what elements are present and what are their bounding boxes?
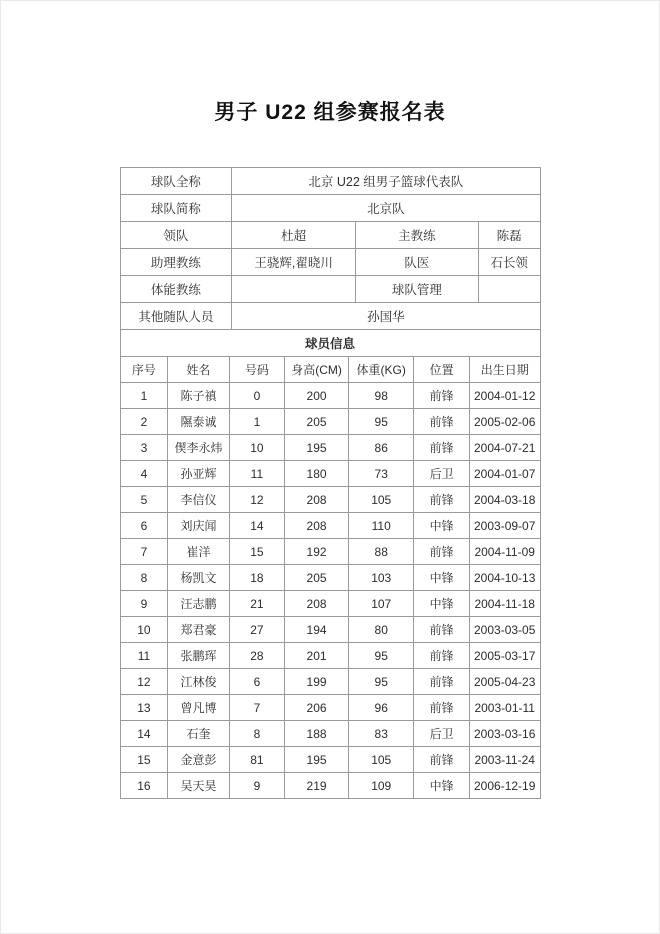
player-cell: 2003-11-24 [469, 747, 540, 773]
team-info-row [120, 330, 540, 357]
player-cell: 2005-02-06 [469, 409, 540, 435]
player-cell: 95 [348, 643, 414, 669]
player-cell: 汪志鹏 [168, 591, 229, 617]
player-cell: 219 [285, 773, 349, 799]
player-cell: 前锋 [414, 669, 469, 695]
player-cell: 7 [120, 539, 168, 565]
player-cell: 前锋 [414, 487, 469, 513]
player-cell: 2004-01-12 [469, 383, 540, 409]
player-cell: 195 [285, 435, 349, 461]
team-info-row [120, 303, 540, 330]
player-cell: 前锋 [414, 747, 469, 773]
player-cell: 崔洋 [168, 539, 229, 565]
player-cell: 10 [229, 435, 284, 461]
player-header-row [120, 357, 540, 383]
player-cell: 前锋 [414, 435, 469, 461]
player-cell: 80 [348, 617, 414, 643]
player-row [120, 643, 540, 669]
player-cell: 208 [285, 513, 349, 539]
player-cell: 83 [348, 721, 414, 747]
player-cell: 21 [229, 591, 284, 617]
player-cell: 88 [348, 539, 414, 565]
player-cell: 13 [120, 695, 168, 721]
player-cell: 199 [285, 669, 349, 695]
player-column-header: 姓名 [168, 357, 229, 383]
player-cell: 2003-03-16 [469, 721, 540, 747]
player-cell: 曾凡博 [168, 695, 229, 721]
player-column-header: 身高(CM) [285, 357, 349, 383]
player-row [120, 539, 540, 565]
player-cell: 后卫 [414, 721, 469, 747]
player-cell: 194 [285, 617, 349, 643]
team-info-cell: 球队简称 [120, 195, 232, 222]
player-cell: 4 [120, 461, 168, 487]
player-cell: 前锋 [414, 617, 469, 643]
player-cell: 107 [348, 591, 414, 617]
team-info-cell: 球队全称 [120, 168, 232, 195]
player-cell: 11 [229, 461, 284, 487]
player-cell: 8 [120, 565, 168, 591]
player-row [120, 773, 540, 799]
player-cell: 105 [348, 487, 414, 513]
player-table [120, 356, 541, 799]
player-cell: 15 [229, 539, 284, 565]
player-cell: 孙亚辉 [168, 461, 229, 487]
player-row [120, 591, 540, 617]
player-column-header: 号码 [229, 357, 284, 383]
player-cell: 205 [285, 409, 349, 435]
team-info-cell: 石长领 [478, 249, 540, 276]
team-info-cell: 杜超 [232, 222, 356, 249]
player-cell: 李信仪 [168, 487, 229, 513]
player-cell: 103 [348, 565, 414, 591]
player-row [120, 435, 540, 461]
player-cell: 2004-11-09 [469, 539, 540, 565]
player-table-head [120, 357, 540, 383]
player-row [120, 747, 540, 773]
player-column-header: 位置 [414, 357, 469, 383]
player-cell: 陈子禛 [168, 383, 229, 409]
player-cell: 95 [348, 409, 414, 435]
team-info-cell: 北京队 [232, 195, 540, 222]
player-cell: 95 [348, 669, 414, 695]
player-cell: 前锋 [414, 539, 469, 565]
player-cell: 中锋 [414, 565, 469, 591]
player-cell: 12 [229, 487, 284, 513]
player-row [120, 565, 540, 591]
player-cell: 后卫 [414, 461, 469, 487]
player-cell: 隰泰诚 [168, 409, 229, 435]
player-row [120, 617, 540, 643]
team-info-cell: 队医 [356, 249, 479, 276]
player-cell: 81 [229, 747, 284, 773]
player-cell: 2003-03-05 [469, 617, 540, 643]
player-cell: 3 [120, 435, 168, 461]
player-cell: 205 [285, 565, 349, 591]
player-row [120, 409, 540, 435]
team-info-cell: 助理教练 [120, 249, 232, 276]
player-cell: 73 [348, 461, 414, 487]
player-cell: 杨凯文 [168, 565, 229, 591]
team-info-cell: 北京 U22 组男子篮球代表队 [232, 168, 540, 195]
player-column-header: 序号 [120, 357, 168, 383]
player-cell: 195 [285, 747, 349, 773]
player-cell: 2004-07-21 [469, 435, 540, 461]
team-info-cell: 主教练 [356, 222, 479, 249]
player-cell: 1 [120, 383, 168, 409]
player-cell: 中锋 [414, 773, 469, 799]
player-cell: 9 [229, 773, 284, 799]
player-cell: 中锋 [414, 513, 469, 539]
player-cell: 11 [120, 643, 168, 669]
player-cell: 6 [120, 513, 168, 539]
player-cell: 2006-12-19 [469, 773, 540, 799]
player-cell: 郑君豪 [168, 617, 229, 643]
player-cell: 2003-09-07 [469, 513, 540, 539]
player-cell: 5 [120, 487, 168, 513]
player-cell: 16 [120, 773, 168, 799]
team-info-cell: 球队管理 [356, 276, 479, 303]
team-info-cell: 陈磊 [478, 222, 540, 249]
player-cell: 86 [348, 435, 414, 461]
player-cell: 180 [285, 461, 349, 487]
player-cell: 2 [120, 409, 168, 435]
player-cell: 0 [229, 383, 284, 409]
player-row [120, 383, 540, 409]
player-cell: 2004-01-07 [469, 461, 540, 487]
document-title: 男子 U22 组参赛报名表 [214, 101, 446, 124]
player-cell: 前锋 [414, 695, 469, 721]
player-cell: 14 [229, 513, 284, 539]
player-cell: 2004-11-18 [469, 591, 540, 617]
team-info-cell: 体能教练 [120, 276, 232, 303]
player-cell: 206 [285, 695, 349, 721]
team-info-cell: 孙国华 [232, 303, 540, 330]
player-cell: 前锋 [414, 643, 469, 669]
player-row [120, 513, 540, 539]
player-cell: 208 [285, 487, 349, 513]
player-row [120, 669, 540, 695]
player-cell: 8 [229, 721, 284, 747]
player-cell: 10 [120, 617, 168, 643]
team-info-cell [232, 276, 356, 303]
player-column-header: 体重(KG) [348, 357, 414, 383]
team-info-cell: 其他随队人员 [120, 303, 232, 330]
player-cell: 江林俊 [168, 669, 229, 695]
player-row [120, 695, 540, 721]
team-info-row [120, 168, 540, 195]
player-column-header: 出生日期 [469, 357, 540, 383]
player-cell: 6 [229, 669, 284, 695]
player-cell: 2004-03-18 [469, 487, 540, 513]
player-row [120, 721, 540, 747]
player-cell: 1 [229, 409, 284, 435]
player-row [120, 487, 540, 513]
player-cell: 金意彭 [168, 747, 229, 773]
team-info-table [120, 167, 541, 357]
player-cell: 109 [348, 773, 414, 799]
registration-form [120, 167, 541, 799]
team-info-row [120, 249, 540, 276]
team-info-cell [478, 276, 540, 303]
player-cell: 9 [120, 591, 168, 617]
player-cell: 110 [348, 513, 414, 539]
player-cell: 张鹏珲 [168, 643, 229, 669]
team-info-body [120, 168, 540, 357]
team-info-cell: 王骁辉,翟晓川 [232, 249, 356, 276]
player-cell: 96 [348, 695, 414, 721]
player-cell: 188 [285, 721, 349, 747]
player-cell: 28 [229, 643, 284, 669]
player-cell: 14 [120, 721, 168, 747]
player-cell: 200 [285, 383, 349, 409]
player-cell: 前锋 [414, 409, 469, 435]
team-info-row [120, 222, 540, 249]
player-cell: 中锋 [414, 591, 469, 617]
player-cell: 18 [229, 565, 284, 591]
team-info-cell: 领队 [120, 222, 232, 249]
player-table-body [120, 383, 540, 799]
player-cell: 208 [285, 591, 349, 617]
player-cell: 2003-01-11 [469, 695, 540, 721]
player-row [120, 461, 540, 487]
player-cell: 石奎 [168, 721, 229, 747]
team-info-row [120, 195, 540, 222]
player-cell: 2004-10-13 [469, 565, 540, 591]
player-cell: 前锋 [414, 383, 469, 409]
player-cell: 2005-03-17 [469, 643, 540, 669]
team-info-row [120, 276, 540, 303]
player-cell: 12 [120, 669, 168, 695]
player-cell: 105 [348, 747, 414, 773]
player-cell: 98 [348, 383, 414, 409]
player-cell: 201 [285, 643, 349, 669]
player-cell: 7 [229, 695, 284, 721]
player-cell: 192 [285, 539, 349, 565]
player-cell: 2005-04-23 [469, 669, 540, 695]
player-cell: 27 [229, 617, 284, 643]
players-section-title-cell: 球员信息 [120, 330, 540, 357]
player-cell: 15 [120, 747, 168, 773]
player-cell: 刘庆闻 [168, 513, 229, 539]
player-cell: 吴天昊 [168, 773, 229, 799]
player-cell: 偰李永炜 [168, 435, 229, 461]
